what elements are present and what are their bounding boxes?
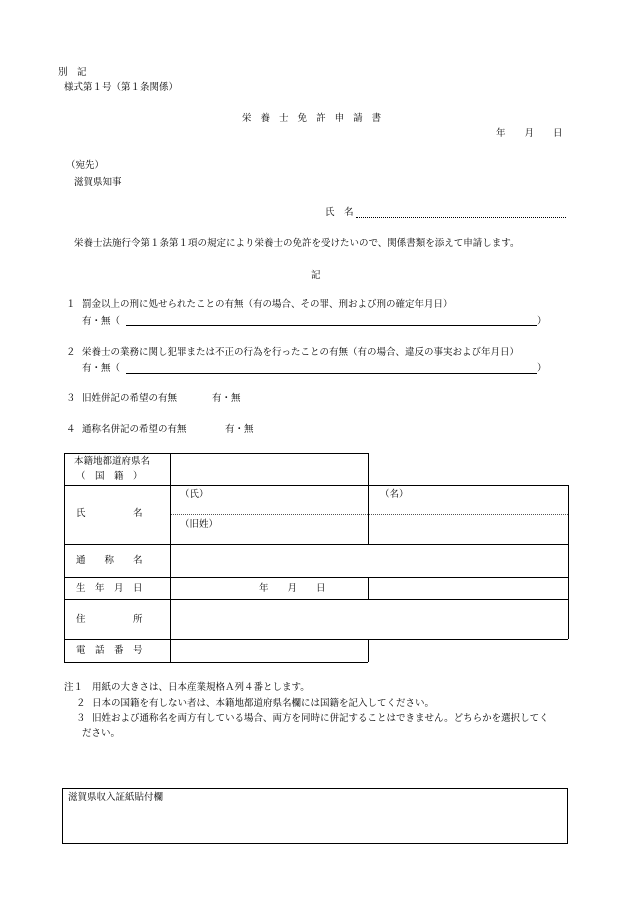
table-line	[568, 485, 569, 639]
phone-field[interactable]	[172, 641, 366, 660]
applicant-name-label: 氏 名	[325, 207, 354, 218]
application-statement: 栄養士法施行令第１条第１項の規定により栄養士の免許を受けたいので、関係書類を添えて申請します。	[74, 238, 520, 249]
birth-label: 生 年 月 日	[76, 583, 143, 594]
table-line	[64, 599, 568, 600]
kokuseki-label: （ 国 籍 ）	[76, 471, 143, 482]
item-4-text: 通称名併記の希望の有無	[82, 424, 187, 435]
table-line	[64, 453, 368, 454]
kyusei-label: （旧姓）	[180, 519, 219, 530]
item-2-number: ２	[66, 347, 76, 358]
item-2-close-paren: ）	[537, 363, 547, 374]
table-line	[64, 662, 368, 663]
item-3-text: 旧姓併記の希望の有無	[82, 393, 178, 404]
tsushomei-label: 通 称 名	[76, 555, 143, 566]
table-line	[64, 453, 65, 662]
item-2-input-line[interactable]	[126, 373, 537, 374]
table-line	[368, 577, 369, 599]
table-line	[64, 544, 568, 545]
table-line	[64, 639, 568, 640]
applicant-name-line[interactable]	[356, 217, 566, 218]
mei-label: （名）	[380, 489, 409, 500]
item-1-close-paren: ）	[537, 316, 547, 327]
note-3-text-cont: ださい。	[82, 728, 121, 739]
revenue-stamp-box[interactable]	[62, 788, 568, 844]
item-4-number: ４	[66, 424, 76, 435]
date-label: 年 月 日	[496, 128, 563, 139]
birth-date[interactable]: 年 月 日	[259, 583, 326, 594]
item-1-text: 罰金以上の刑に処せられたことの有無（有の場合、その罪、刑および刑の確定年月日）	[82, 299, 453, 310]
addressee-label: （宛先）	[66, 160, 105, 171]
honseki-field[interactable]	[172, 455, 366, 483]
item-3-answer[interactable]: 有・無	[212, 393, 241, 404]
tsushomei-field[interactable]	[172, 547, 566, 575]
form-number: 様式第１号（第１条関係）	[64, 82, 179, 93]
note-3-text: 旧姓および通称名を両方有している場合、両方を同時に併記することはできません。どちらかを選択してく	[92, 713, 549, 724]
phone-label: 電 話 番 号	[76, 645, 143, 656]
item-2-text: 栄養士の業務に関し犯罪または不正の行為を行ったことの有無（有の場合、違反の事実および年月日）	[82, 347, 520, 358]
item-1-number: １	[66, 299, 76, 310]
item-4-answer[interactable]: 有・無	[225, 424, 254, 435]
item-1-answer: 有・無（	[82, 316, 121, 327]
table-line	[170, 453, 171, 662]
name-label: 氏 名	[76, 508, 143, 519]
note-2-text: 日本の国籍を有しない者は、本籍地都道府県名欄には国籍を記入してください。	[92, 698, 435, 709]
addressee-name: 滋賀県知事	[74, 177, 122, 188]
table-line	[368, 453, 369, 545]
note-1-label: 注１	[64, 682, 84, 693]
note-3-label: ３	[76, 713, 86, 724]
shi-label: （氏）	[180, 489, 209, 500]
item-1-input-line[interactable]	[126, 325, 537, 326]
item-3-number: ３	[66, 393, 76, 404]
ki-heading: 記	[311, 270, 321, 281]
page-title: 栄 養 士 免 許 申 請 書	[242, 113, 382, 124]
table-line	[368, 639, 369, 662]
table-line	[64, 485, 568, 486]
table-line	[64, 577, 568, 578]
address-field[interactable]	[172, 601, 566, 637]
bekki-label: 別 記	[58, 67, 87, 78]
note-2-label: ２	[76, 698, 86, 709]
honseki-label: 本籍地都道府県名	[74, 456, 151, 467]
item-2-answer: 有・無（	[82, 363, 121, 374]
table-line	[170, 514, 568, 515]
address-label: 住 所	[76, 614, 143, 625]
note-1-text: 用紙の大きさは、日本産業規格Ａ列４番とします。	[92, 682, 310, 693]
revenue-stamp-label: 滋賀県収入証紙貼付欄	[68, 792, 164, 803]
